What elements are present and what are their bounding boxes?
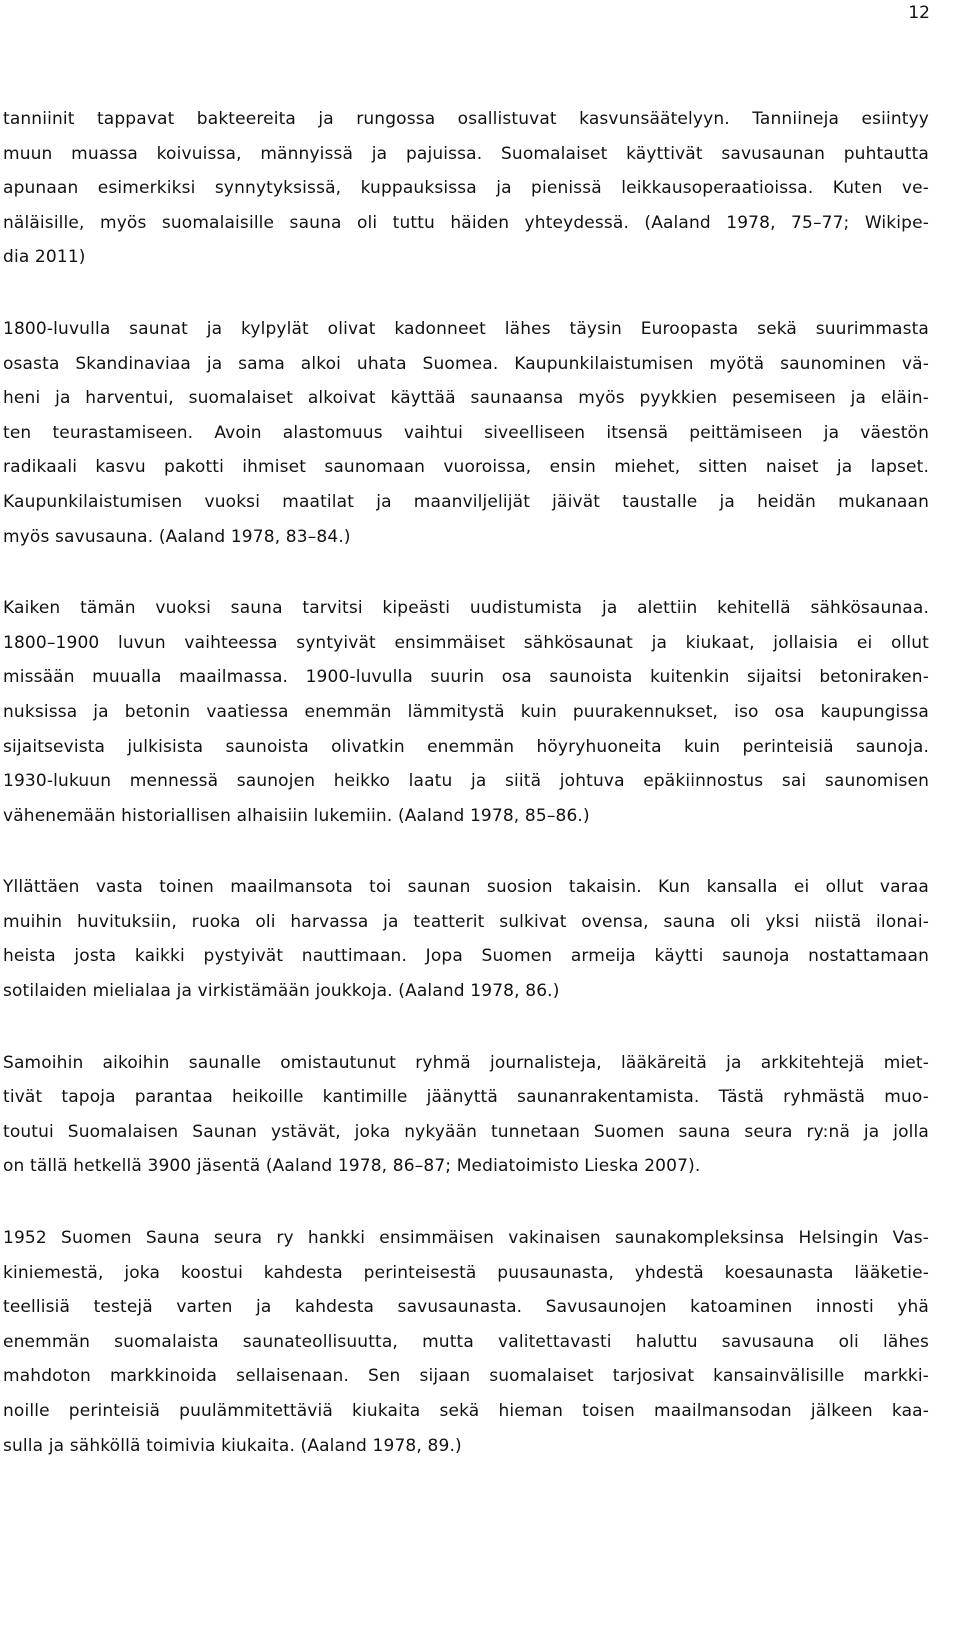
text-line: tanniinit tappavat bakteereita ja rungossa osallistuvat kasvunsäätelyyn. Tanniineja esiintyy xyxy=(3,109,929,129)
text-line: osasta Skandinaviaa ja sama alkoi uhata Suomea. Kaupunkilaistumisen myötä saunominen vä- xyxy=(3,353,929,374)
paragraph-gap xyxy=(3,554,929,591)
paragraph-5 xyxy=(3,1046,929,1184)
text-line: teellisiä testejä varten ja kahdesta savusaunasta. Savusaunojen katoaminen innosti yhä xyxy=(3,1297,929,1318)
text-line: myös savusauna. (Aaland 1978, 83–84.) xyxy=(3,526,351,547)
text-line: näläisille, myös suomalaisille sauna oli tuttu häiden yhteydessä. (Aaland 1978, 75–77; Wikipe- xyxy=(3,212,929,233)
text-line: ten teurastamiseen. Avoin alastomuus vaihtui siveelliseen itsensä peittämiseen ja väestön xyxy=(3,422,929,443)
text-line: 1800-luvulla saunat ja kylpylät olivat kadonneet lähes täysin Euroopasta sekä suurimmasta xyxy=(3,318,929,339)
text-line: toutui Suomalaisen Saunan ystävät, joka nykyään tunnetaan Suomen sauna seura ry:nä ja jolla xyxy=(3,1121,929,1142)
text-line: radikaali kasvu pakotti ihmiset saunomaan vuoroissa, ensin miehet, sitten naiset ja lapset. xyxy=(3,457,929,478)
text-line: heni ja harventui, suomalaiset alkoivat käyttää saunaansa myös pyykkien pesemiseen ja eläin- xyxy=(3,388,929,409)
text-line: enemmän suomalaista saunateollisuutta, mutta valitettavasti haluttu savusauna oli lähes xyxy=(3,1331,929,1352)
text-line: 1800–1900 luvun vaihteessa syntyivät ensimmäiset sähkösaunat ja kiukaat, jollaisia ei ollut xyxy=(3,632,929,653)
text-line: vähenemään historiallisen alhaisiin lukemiin. (Aaland 1978, 85–86.) xyxy=(3,805,590,826)
page-number: 12 xyxy=(908,3,930,23)
paragraph-6 xyxy=(3,1221,929,1463)
text-line: heista josta kaikki pystyivät nauttimaan. Jopa Suomen armeija käytti saunoja nostattamaan xyxy=(3,946,929,967)
text-line: tivät tapoja parantaa heikoille kantimille jäänyttä saunanrakentamista. Tästä ryhmästä muo- xyxy=(3,1087,929,1108)
text-line: sulla ja sähköllä toimivia kiukaita. (Aaland 1978, 89.) xyxy=(3,1435,462,1456)
paragraph-gap xyxy=(3,833,929,870)
text-line: 1930-lukuun mennessä saunojen heikko laatu ja siitä johtuva epäkiinnostus sai saunomisen xyxy=(3,771,929,792)
text-line: dia 2011) xyxy=(3,247,86,268)
text-line: mahdoton markkinoida sellaisenaan. Sen sijaan suomalaiset tarjosivat kansainvälisille markki- xyxy=(3,1366,929,1387)
text-line: missään muualla maailmassa. 1900-luvulla suurin osa saunoista kuitenkin sijaitsi betoniraken- xyxy=(3,667,929,688)
text-line: sotilaiden mielialaa ja virkistämään joukkoja. (Aaland 1978, 86.) xyxy=(3,981,560,1002)
paragraph-1 xyxy=(3,102,929,275)
text-line: muihin huvituksiin, ruoka oli harvassa ja teatterit sulkivat ovensa, sauna oli yksi niistä ilonai- xyxy=(3,911,929,932)
text-line: 1952 Suomen Sauna seura ry hankki ensimmäisen vakinaisen saunakompleksinsa Helsingin Vas- xyxy=(3,1228,929,1249)
text-line: kiniemestä, joka koostui kahdesta perinteisestä puusaunasta, yhdestä koesaunasta lääketie- xyxy=(3,1262,929,1283)
paragraph-gap xyxy=(3,275,929,312)
text-line: muun muassa koivuissa, männyissä ja pajuissa. Suomalaiset käyttivät savusaunan puhtautta xyxy=(3,143,929,164)
paragraph-4 xyxy=(3,870,929,1008)
text-line: Yllättäen vasta toinen maailmansota toi saunan suosion takaisin. Kun kansalla ei ollut varaa xyxy=(3,877,929,898)
paragraph-3 xyxy=(3,591,929,833)
text-line: nuksissa ja betonin vaatiessa enemmän lämmitystä kuin puurakennukset, iso osa kaupungissa xyxy=(3,701,929,722)
text-line: on tällä hetkellä 3900 jäsentä (Aaland 1978, 86–87; Mediatoimisto Lieska 2007). xyxy=(3,1156,701,1177)
text-line: noille perinteisiä puulämmitettäviä kiukaita sekä hieman toisen maailmansodan jälkeen kaa- xyxy=(3,1401,929,1421)
text-line: sijaitsevista julkisista saunoista olivatkin enemmän höyryhuoneita kuin perinteisiä saunoja. xyxy=(3,736,929,757)
text-line: Kaupunkilaistumisen vuoksi maatilat ja maanviljelijät jäivät taustalle ja heidän mukanaan xyxy=(3,491,929,512)
paragraph-gap xyxy=(3,1184,929,1221)
text-line: Samoihin aikoihin saunalle omistautunut ryhmä journalisteja, lääkäreitä ja arkkitehtejä miet- xyxy=(3,1052,929,1073)
paragraph-gap xyxy=(3,1009,929,1046)
text-line: Kaiken tämän vuoksi sauna tarvitsi kipeästi uudistumista ja alettiin kehitellä sähkösaunaa. xyxy=(3,598,929,619)
text-line: apunaan esimerkiksi synnytyksissä, kuppauksissa ja pienissä leikkausoperaatioissa. Kuten ve- xyxy=(3,178,929,199)
document-body xyxy=(3,102,929,1463)
paragraph-2 xyxy=(3,312,929,554)
